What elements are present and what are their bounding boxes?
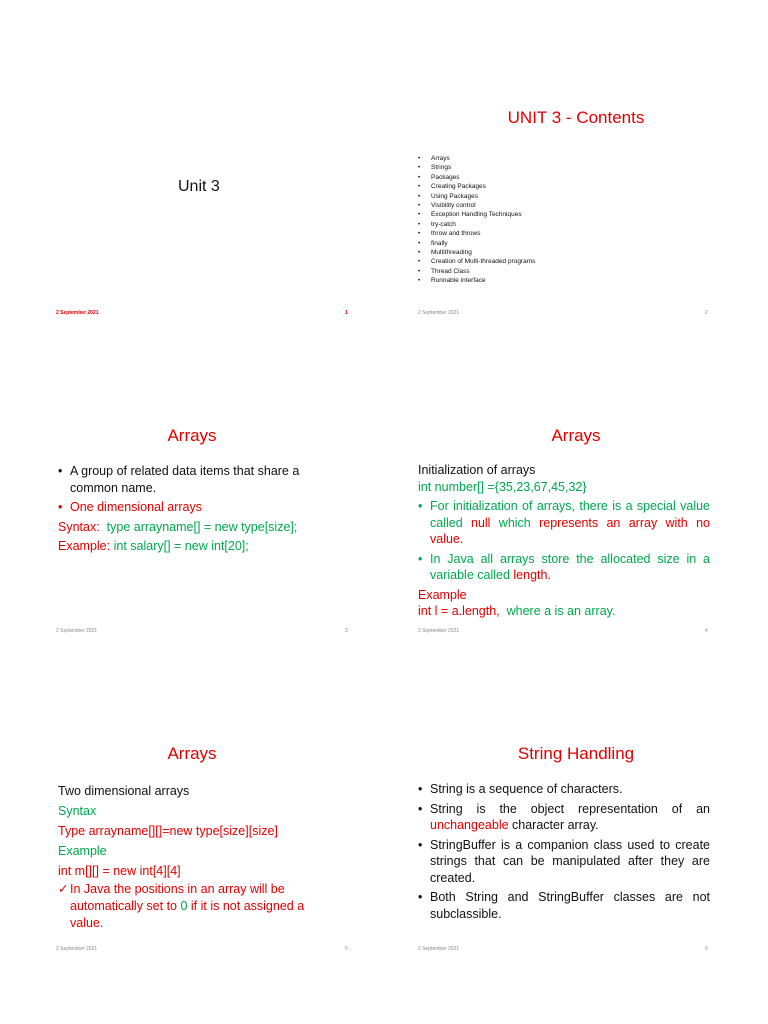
bullet-text xyxy=(418,551,710,584)
footer-date: 2 September 2021 xyxy=(56,628,98,634)
page-number: 1 xyxy=(345,310,348,316)
list-item: • try-catch xyxy=(418,220,535,229)
bullet-text-part: represents an array with no value. xyxy=(430,515,710,546)
bullet-text-part: For initialization of arrays, there is a special value called xyxy=(430,499,710,530)
example-line xyxy=(58,538,338,555)
example-code: int salary[] = new int[20]; xyxy=(113,539,249,553)
list-item: • finally xyxy=(418,239,535,248)
list-item: • Visibility control xyxy=(418,201,535,210)
value-zero: 0 xyxy=(180,899,188,913)
example-label: Example: xyxy=(58,539,111,553)
slide-title: UNIT 3 - Contents xyxy=(507,108,645,127)
bullet-text-part: String is the object representation of an xyxy=(430,801,710,816)
list-item: • Runnable interface xyxy=(418,276,535,285)
list-item: • throw and throws xyxy=(418,229,535,238)
keyword-length: length. xyxy=(513,568,551,582)
bullet-text xyxy=(418,498,710,548)
page-number: 2 xyxy=(705,310,708,316)
note-text-part: In Java the positions in an array will be automatically set to xyxy=(70,882,285,913)
list-item: • Using Packages xyxy=(418,192,535,201)
slide-4 xyxy=(384,318,768,636)
list-item: • Exception Handling Techniques xyxy=(418,210,535,219)
contents-list xyxy=(418,154,535,286)
list-item: • Strings xyxy=(418,163,535,172)
bullet-text: • StringBuffer is a companion class used to create strings that can be manipulated after they are created. xyxy=(418,837,710,887)
checkmark-icon: ✓ xyxy=(58,882,69,896)
example-line xyxy=(418,603,710,620)
slide-6 xyxy=(384,636,768,954)
footer-date: 2 September 2021 xyxy=(418,628,460,634)
slide-2 xyxy=(384,0,768,318)
section-heading: Initialization of arrays xyxy=(418,463,536,477)
page-number: 3 xyxy=(345,628,348,634)
list-item: • Multithreading xyxy=(418,248,535,257)
slide-body xyxy=(418,781,710,922)
section-heading: Two dimensional arrays xyxy=(58,784,190,798)
page-number: 5 xyxy=(345,946,348,952)
footer-date: 2 September 2021 xyxy=(418,310,460,316)
example-note: where a is an array. xyxy=(506,604,616,618)
syntax-code: type arrayname[] = new type[size]; xyxy=(106,519,298,534)
slide-5 xyxy=(0,636,384,954)
bullet-text-part: character array. xyxy=(508,818,599,832)
slide-1 xyxy=(0,0,384,318)
keyword-unchangeable: unchangeable xyxy=(430,818,509,832)
slide-body xyxy=(418,462,710,620)
keyword-null: null xyxy=(471,515,491,530)
slide-body xyxy=(58,463,338,555)
code-line: int number[] ={35,23,67,45,32} xyxy=(418,479,587,494)
footer-date: 2 September 2021 xyxy=(56,310,99,316)
syntax-code: Type arrayname[][]=new type[size][size] xyxy=(58,824,278,838)
slide-title: Unit 3 xyxy=(178,178,220,195)
list-item: • Arrays xyxy=(418,154,535,163)
bullet-text: • Both String and StringBuffer classes are not subclassible. xyxy=(418,889,710,922)
list-item: • Creating Packages xyxy=(418,182,535,191)
page-number: 6 xyxy=(705,946,708,952)
slide-title: Arrays xyxy=(167,426,217,445)
example-label: Example xyxy=(58,844,107,858)
footer-date: 2 September 2021 xyxy=(56,946,98,952)
slide-3 xyxy=(0,318,384,636)
syntax-label: Syntax: xyxy=(58,519,100,534)
slide-title: Arrays xyxy=(551,426,601,445)
check-note xyxy=(58,881,333,932)
bullet-text: • A group of related data items that share a common name. xyxy=(58,463,338,496)
bullet-text-part: which xyxy=(490,515,540,530)
list-item: • Packages xyxy=(418,173,535,182)
slide-title: String Handling xyxy=(517,744,635,763)
syntax-label: Syntax xyxy=(58,804,97,818)
example-code: int m[][] = new int[4][4] xyxy=(58,864,181,878)
page-number: 4 xyxy=(705,628,708,634)
slide-body xyxy=(58,781,333,932)
example-label: Example xyxy=(418,587,467,602)
bullet-text: • One dimensional arrays xyxy=(58,499,338,516)
note-text-part: if it is not assigned a value. xyxy=(70,899,305,930)
bullet-text-part: In Java all arrays store the allocated size in a variable called xyxy=(430,551,710,582)
footer-date: 2 September 2021 xyxy=(418,946,460,952)
example-code: int l = a.length, xyxy=(418,604,500,618)
list-item: • Thread Class xyxy=(418,267,535,276)
syntax-line xyxy=(58,519,338,536)
bullet-text xyxy=(418,801,710,834)
list-item: • Creation of Multi-threaded programs xyxy=(418,257,535,266)
bullet-text: • String is a sequence of characters. xyxy=(418,781,710,798)
slide-title: Arrays xyxy=(167,744,217,763)
